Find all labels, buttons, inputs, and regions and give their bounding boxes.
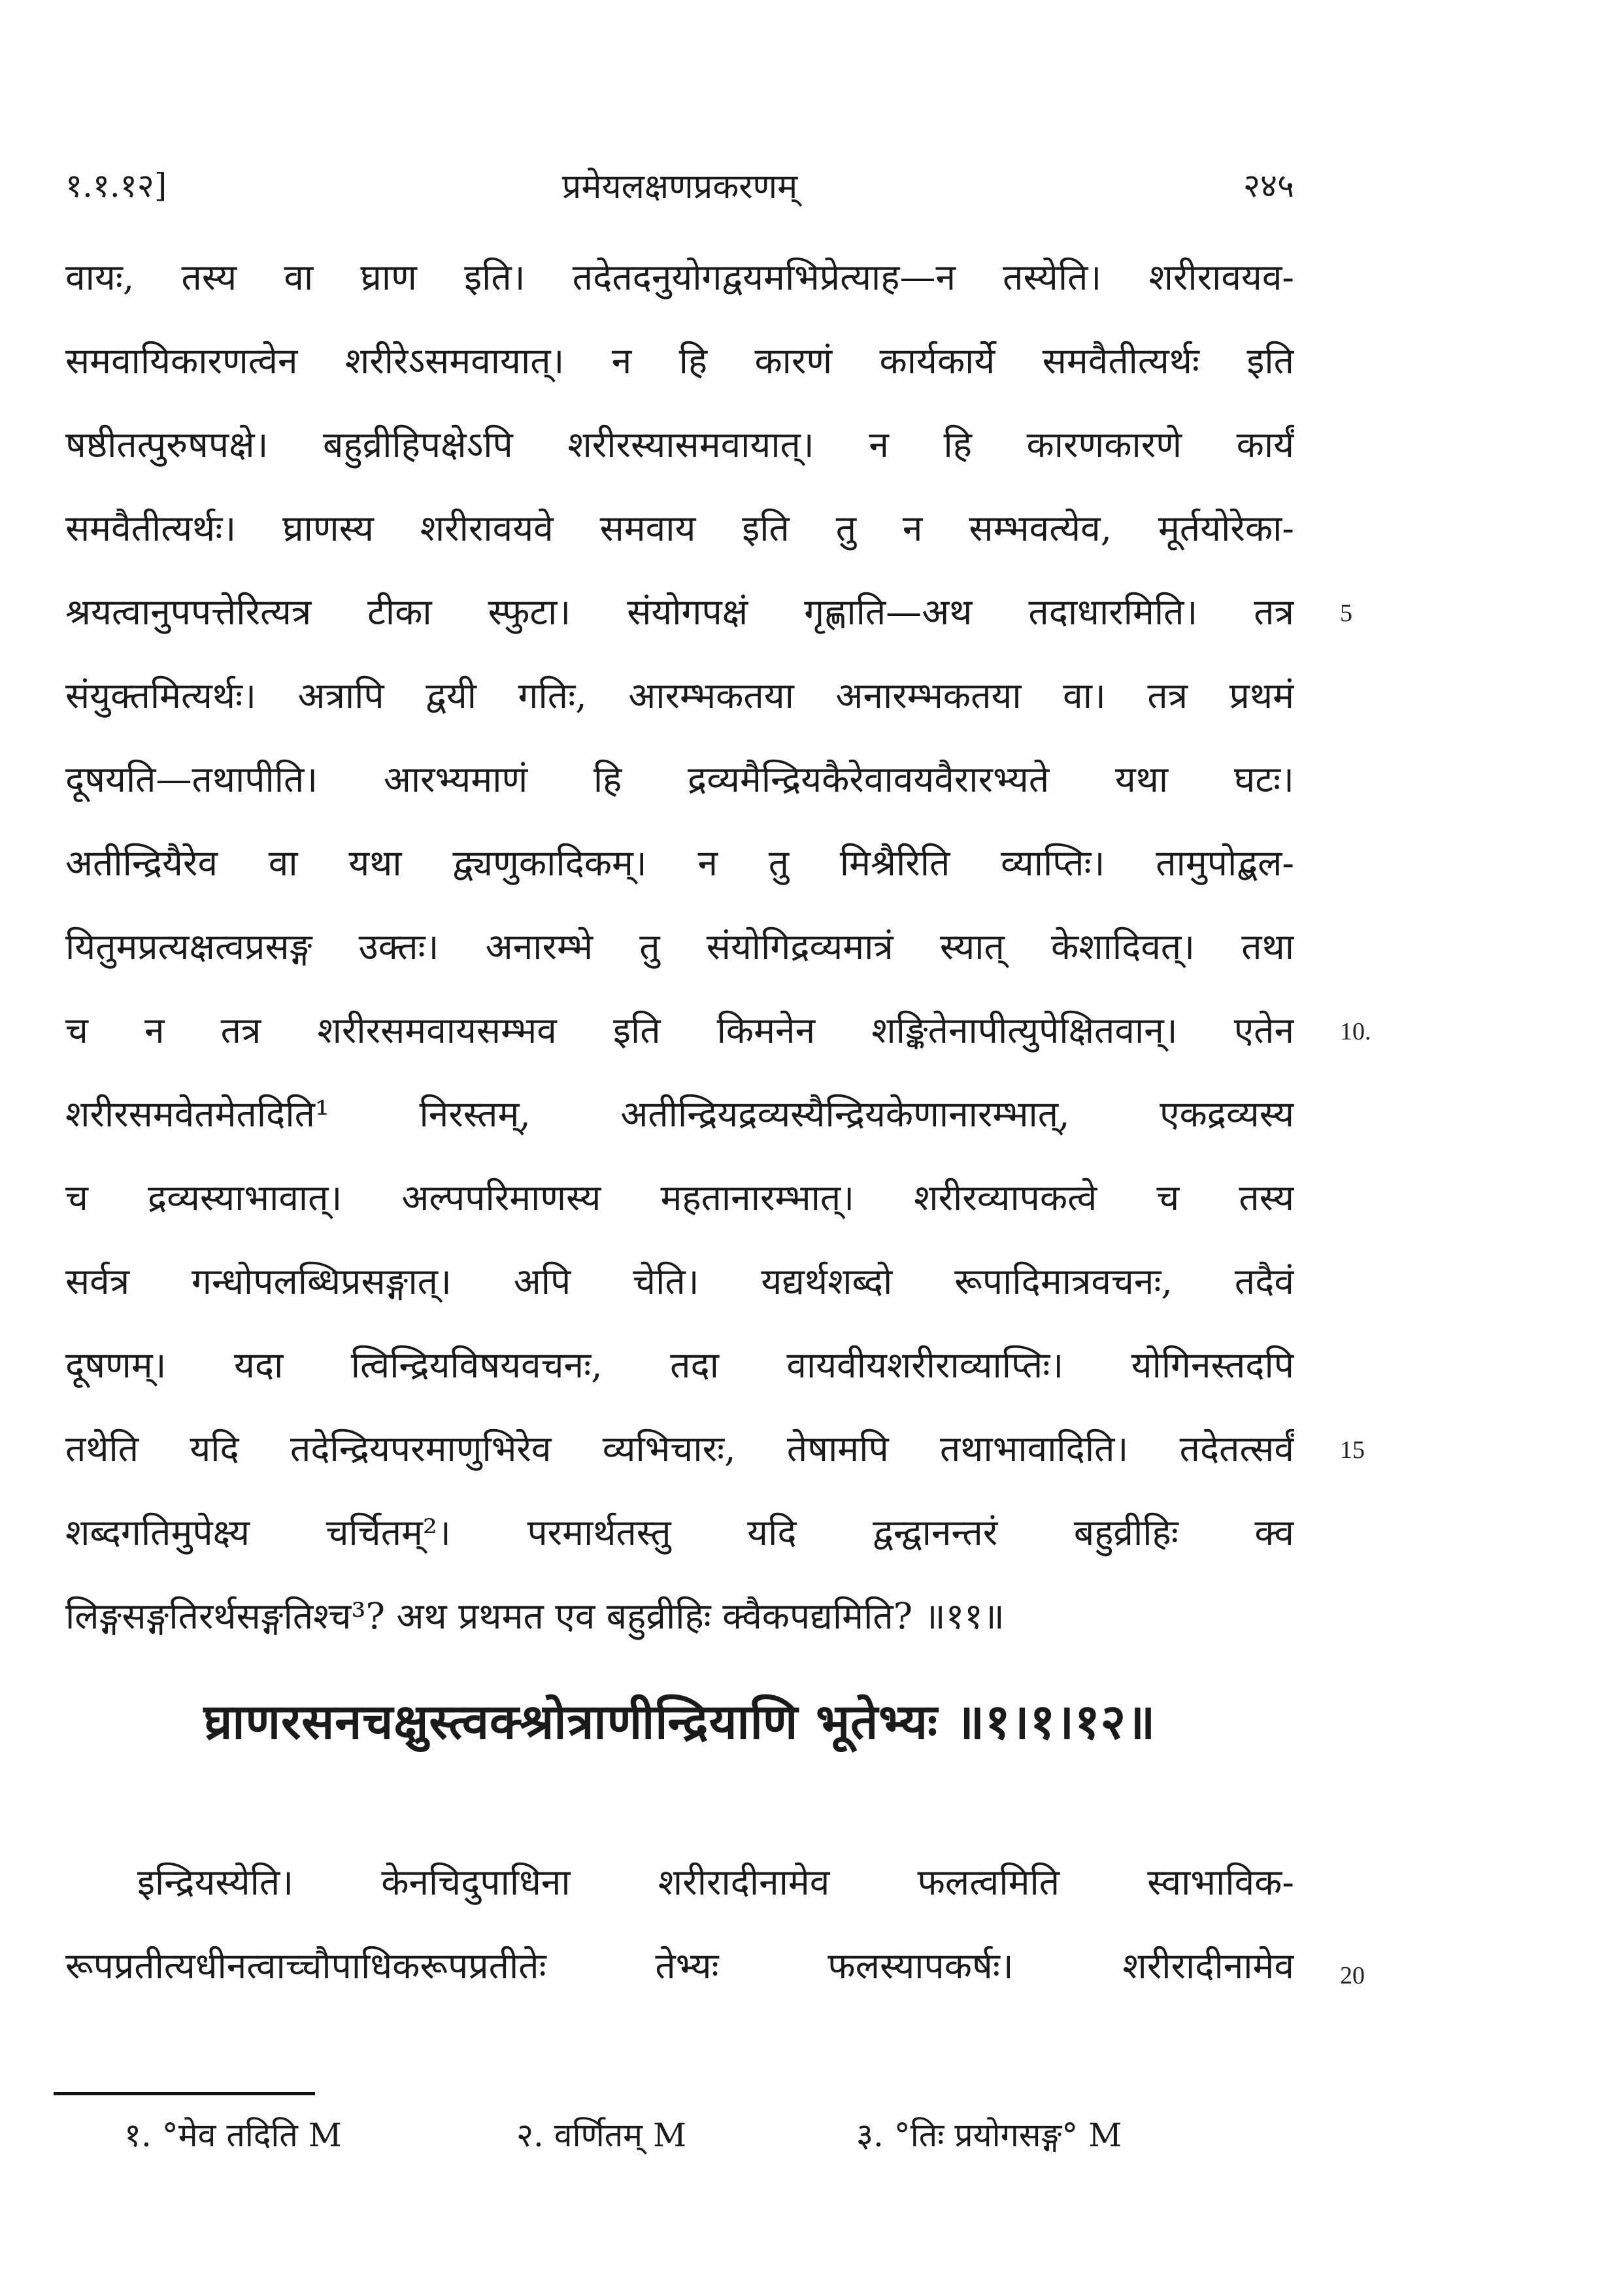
text-line: च न तत्र शरीरसमवायसम्भव इति किमनेन शङ्कितेनापीत्युपेक्षितवान्। एतेन [65, 1009, 1294, 1051]
text-line: दूषयति—तथापीति। आरभ्यमाणं हि द्रव्यमैन्द्रियकैरेवावयवैरारभ्यते यथा घटः। [65, 758, 1294, 800]
page-number: २४५ [1243, 167, 1294, 205]
text-line: सर्वत्र गन्धोपलब्धिप्रसङ्गात्। अपि चेति। यद्यर्थशब्दो रूपादिमात्रवचनः, तदैवं [65, 1260, 1294, 1302]
footnotes [0, 2112, 1621, 2164]
footnote-rule [54, 2092, 315, 2095]
line-number-marker: 10. [1340, 1018, 1371, 1045]
footnote: २. वर्णितम् M [516, 2116, 687, 2154]
text-line: यितुमप्रत्यक्षत्वप्रसङ्ग उक्तः। अनारम्भे तु संयोगिद्रव्यमात्रं स्यात् केशादिवत्। तथा [65, 926, 1294, 968]
running-head [65, 162, 1294, 214]
text-line: षष्ठीतत्पुरुषपक्षे। बहुव्रीहिपक्षेऽपि शरीरस्यासमवायात्। न हि कारणकारणे कार्यं [65, 424, 1294, 465]
chapter-title: प्रमेयलक्षणप्रकरणम् [561, 167, 798, 207]
text-line: श्रयत्वानुपपत्तेरित्यत्र टीका स्फुटा। संयोगपक्षं गृह्णाति—अथ तदाधारमिति। तत्र [65, 591, 1294, 633]
text-line: इन्द्रियस्येति। केनचिदुपाधिना शरीरादीनामेव फलत्वमिति स्वाभाविक- [137, 1861, 1294, 1903]
text-line: शरीरसमवेतमेतदिति¹ निरस्तम्, अतीन्द्रियद्रव्यस्यैन्द्रियकेणानारम्भात्, एकद्रव्यस्य [65, 1093, 1294, 1135]
text-line: संयुक्तमित्यर्थः। अत्रापि द्वयी गतिः, आरम्भकतया अनारम्भकतया वा। तत्र प्रथमं [65, 675, 1294, 717]
commentary-text-2 [65, 1840, 1294, 2008]
commentary-text [65, 235, 1294, 1658]
text-line: शब्दगतिमुपेक्ष्य चर्चितम्²। परमार्थतस्तु यदि द्वन्द्वानन्तरं बहुव्रीहिः क्व [65, 1511, 1294, 1553]
text-line: समवैतीत्यर्थः। घ्राणस्य शरीरावयवे समवाय इति तु न सम्भवत्येव, मूर्तयोरेका- [65, 507, 1294, 549]
text-line: अतीन्द्रियैरेव वा यथा द्व्यणुकादिकम्। न तु मिश्रैरिति व्याप्तिः। तामुपोद्बल- [65, 842, 1294, 884]
footnote: ३. °तिः प्रयोगसङ्ग° M [856, 2116, 1122, 2154]
text-line: समवायिकारणत्वेन शरीरेऽसमवायात्। न हि कारणं कार्यकार्ये समवैतीत्यर्थः इति [65, 340, 1294, 382]
text-line: वायः, तस्य वा घ्राण इति। तदेतदनुयोगद्वयमभिप्रेत्याह—न तस्येति। शरीरावयव- [65, 256, 1294, 298]
text-line: दूषणम्। यदा त्विन्द्रियविषयवचनः, तदा वायवीयशरीराव्याप्तिः। योगिनस्तदपि [65, 1344, 1294, 1386]
line-number-marker: 15 [1340, 1436, 1365, 1464]
line-number-marker: 20 [1340, 1962, 1365, 1989]
sutra-heading: घ्राणरसनचक्षुस्त्वक्श्रोत्राणीन्द्रियाणि भूतेभ्यः ॥१।१।१२॥ [203, 1694, 1156, 1750]
text-line: लिङ्गसङ्गतिरर्थसङ्गतिश्च³? अथ प्रथमत एव बहुव्रीहिः क्वैकपद्यमिति? ॥११॥ [65, 1595, 1005, 1637]
line-number-marker: 5 [1340, 599, 1352, 627]
text-line: रूपप्रतीत्यधीनत्वाच्चौपाधिकरूपप्रतीतेः तेभ्यः फलस्यापकर्षः। शरीरादीनामेव [65, 1945, 1294, 1987]
text-line: तथेति यदि तदेन्द्रियपरमाणुभिरेव व्यभिचारः, तेषामपि तथाभावादिति। तदेतत्सर्वं [65, 1428, 1294, 1470]
section-reference: १.१.१२] [65, 167, 167, 205]
footnote: १. °मेव तदिति M [124, 2116, 342, 2154]
text-line: च द्रव्यस्याभावात्। अल्पपरिमाणस्य महतानारम्भात्। शरीरव्यापकत्वे च तस्य [65, 1177, 1294, 1219]
